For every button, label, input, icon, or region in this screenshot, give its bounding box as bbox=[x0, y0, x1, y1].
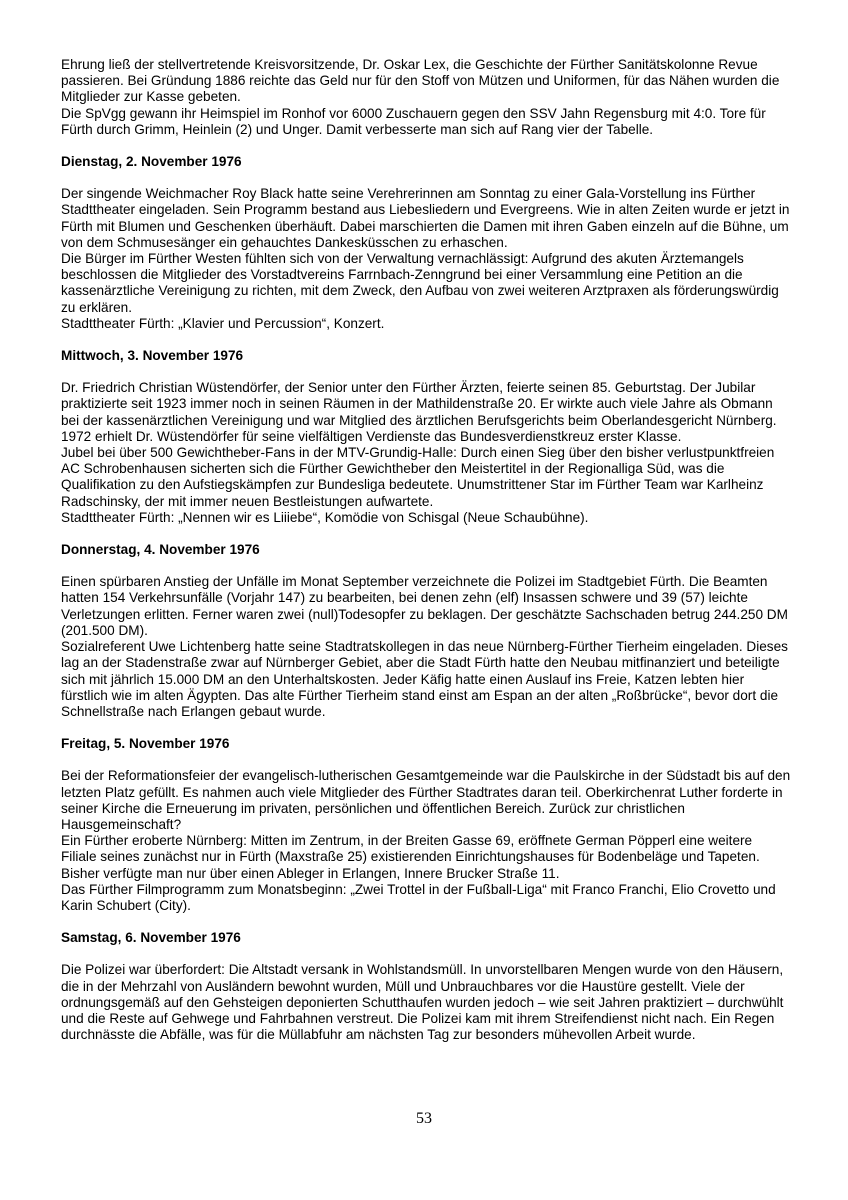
paragraph: Stadttheater Fürth: „Nennen wir es Liiiebe“, Komödie von Schisgal (Neue Schaubühne). bbox=[61, 509, 589, 525]
entry-section bbox=[61, 542, 791, 720]
date-heading: Samstag, 6. November 1976 bbox=[61, 930, 241, 946]
entry-section bbox=[61, 348, 791, 526]
paragraph: Stadttheater Fürth: „Klavier und Percussion“, Konzert. bbox=[61, 315, 385, 331]
paragraph: Die Polizei war überfordert: Die Altstadt versank in Wohlstandsmüll. In unvorstellbaren Mengen wurde von den Häusern, die in der Mehrzahl von Ausländern bewohnt wurden, Müll und Unbrauchbares vor die Haustüre gestellt. Viele der ordnungsgemäß auf den Gehsteigen deponierten Schutthaufen wurden jedoch – wie seit Jahren praktiziert – durchwühlt und die Reste auf Gehwege und Fahrbahnen verstreut. Die Polizei kam mit ihrem Streifendienst nicht nach. Ein Regen durchnässte die Abfälle, was für die Müllabfuhr am nächsten Tag zur besonders mühevollen Arbeit wurde. bbox=[61, 962, 784, 1043]
paragraph: Ehrung ließ der stellvertretende Kreisvorsitzende, Dr. Oskar Lex, die Geschichte der Fürther Sanitätskolonne Revue passieren. Bei Gründung 1886 reichte das Geld nur für den Stoff von Mützen und Uniformen, für das Nähen wurden die Mitglieder zur Kasse gebeten. bbox=[61, 57, 780, 105]
paragraph: Die SpVgg gewann ihr Heimspiel im Ronhof vor 6000 Zuschauern gegen den SSV Jahn Regensburg mit 4:0. Tore für Fürth durch Grimm, Heinlein (2) und Unger. Damit verbesserte man sich auf Rang vier der Tabelle. bbox=[61, 105, 766, 137]
date-heading: Dienstag, 2. November 1976 bbox=[61, 154, 242, 170]
paragraph: Sozialreferent Uwe Lichtenberg hatte seine Stadtratskollegen in das neue Nürnberg-Fürther Tierheim eingeladen. Dieses lag an der Stadenstraße zwar auf Nürnberger Gebiet, aber die Stadt Fürth hatte den Neubau mitfinanziert und beteiligte sich mit jährlich 15.000 DM an den Unterhaltskosten. Jeder Käfig hatte einen Auslauf ins Freie, Katzen lebten hier fürstlich wie im alten Ägypten. Das alte Fürther Tierheim stand einst am Espan an der alten „Roßbrücke“, bevor dort die Schnellstraße nach Erlangen gebaut wurde. bbox=[61, 639, 788, 719]
paragraph: Der singende Weichmacher Roy Black hatte seine Verehrerinnen am Sonntag zu einer Gala-Vorstellung ins Fürther Stadttheater eingeladen. Sein Programm bestand aus Liebesliedern und Evergreens. Wie in alten Zeiten wurde er jetzt in Fürth mit Blumen und Geschenken überhäuft. Dabei marschierten die Damen mit ihren Gaben einzeln auf die Bühne, um von dem Schmusesänger ein gehauchtes Dankesküsschen zu erhaschen. bbox=[61, 186, 790, 250]
entry-section bbox=[61, 736, 791, 914]
paragraph: Jubel bei über 500 Gewichtheber-Fans in der MTV-Grundig-Halle: Durch einen Sieg über den bisher verlustpunktfreien AC Schrobenhausen sicherten sich die Fürther Gewichtheber den Meistertitel in der Regionalliga Süd, was die Qualifikation zu den Aufstiegskämpfen zur Bundesliga bedeutete. Unumstrittener Star im Fürther Team war Karlheinz Radschinsky, der mit immer neuen Bestleistungen aufwartete. bbox=[61, 445, 775, 509]
paragraph: Dr. Friedrich Christian Wüstendörfer, der Senior unter den Fürther Ärzten, feierte seinen 85. Geburtstag. Der Jubilar praktizierte seit 1923 immer noch in seinen Räumen in der Mathildenstraße 20. Er wirkte auch viele Jahre als Obmann bei der kassenärztlichen Vereinigung und war Mitglied des ärztlichen Berufsgerichts beim Oberlandesgericht Nürnberg. 1972 erhielt Dr. Wüstendörfer für seine vielfältigen Verdienste das Bundesverdienstkreuz erster Klasse. bbox=[61, 380, 777, 444]
entry-section bbox=[61, 930, 791, 1043]
paragraph: Die Bürger im Fürther Westen fühlten sich von der Verwaltung vernachlässigt: Aufgrund des akuten Ärztemangels beschlossen die Mitglieder des Vorstadtvereins Farrnbach-Zenngrund bei einer Versammlung eine Petition an die kassenärztliche Vereinigung zu richten, mit dem Zweck, den Aufbau von zwei weiteren Arztpraxen als förderungswürdig zu erklären. bbox=[61, 251, 779, 315]
paragraph: Bei der Reformationsfeier der evangelisch-lutherischen Gesamtgemeinde war die Paulskirche in der Südstadt bis auf den letzten Platz gefüllt. Es nahmen auch viele Mitglieder des Fürther Stadtrates daran teil. Oberkirchenrat Luther forderte in seiner Kirche die Erneuerung im privaten, persönlichen und öffentlichen Bereich. Zurück zur christlichen Hausgemeinschaft? bbox=[61, 768, 791, 832]
date-heading: Mittwoch, 3. November 1976 bbox=[61, 348, 244, 364]
intro-section bbox=[61, 57, 791, 138]
entry-section bbox=[61, 154, 791, 332]
date-heading: Donnerstag, 4. November 1976 bbox=[61, 542, 260, 558]
document-page bbox=[61, 57, 791, 1043]
paragraph: Einen spürbaren Anstieg der Unfälle im Monat September verzeichnete die Polizei im Stadtgebiet Fürth. Die Beamten hatten 154 Verkehrsunfälle (Vorjahr 147) zu bearbeiten, bei denen zehn (elf) Insassen schwere und 39 (57) leichte Verletzungen erlitten. Ferner waren zwei (null)Todesopfer zu beklagen. Der geschätzte Sachschaden betrug 244.250 DM (201.500 DM). bbox=[61, 574, 788, 638]
paragraph: Das Fürther Filmprogramm zum Monatsbeginn: „Zwei Trottel in der Fußball-Liga“ mit Franco Franchi, Elio Crovetto und Karin Schubert (City). bbox=[61, 881, 776, 913]
paragraph: Ein Fürther eroberte Nürnberg: Mitten im Zentrum, in der Breiten Gasse 69, eröffnete German Pöpperl eine weitere Filiale seines zunächst nur in Fürth (Maxstraße 25) existierenden Einrichtungshauses für Bodenbeläge und Tapeten. Bisher verfügte man nur über einen Ableger in Erlangen, Innere Brucker Straße 11. bbox=[61, 833, 760, 881]
page-number: 53 bbox=[416, 1110, 432, 1127]
date-heading: Freitag, 5. November 1976 bbox=[61, 736, 230, 752]
